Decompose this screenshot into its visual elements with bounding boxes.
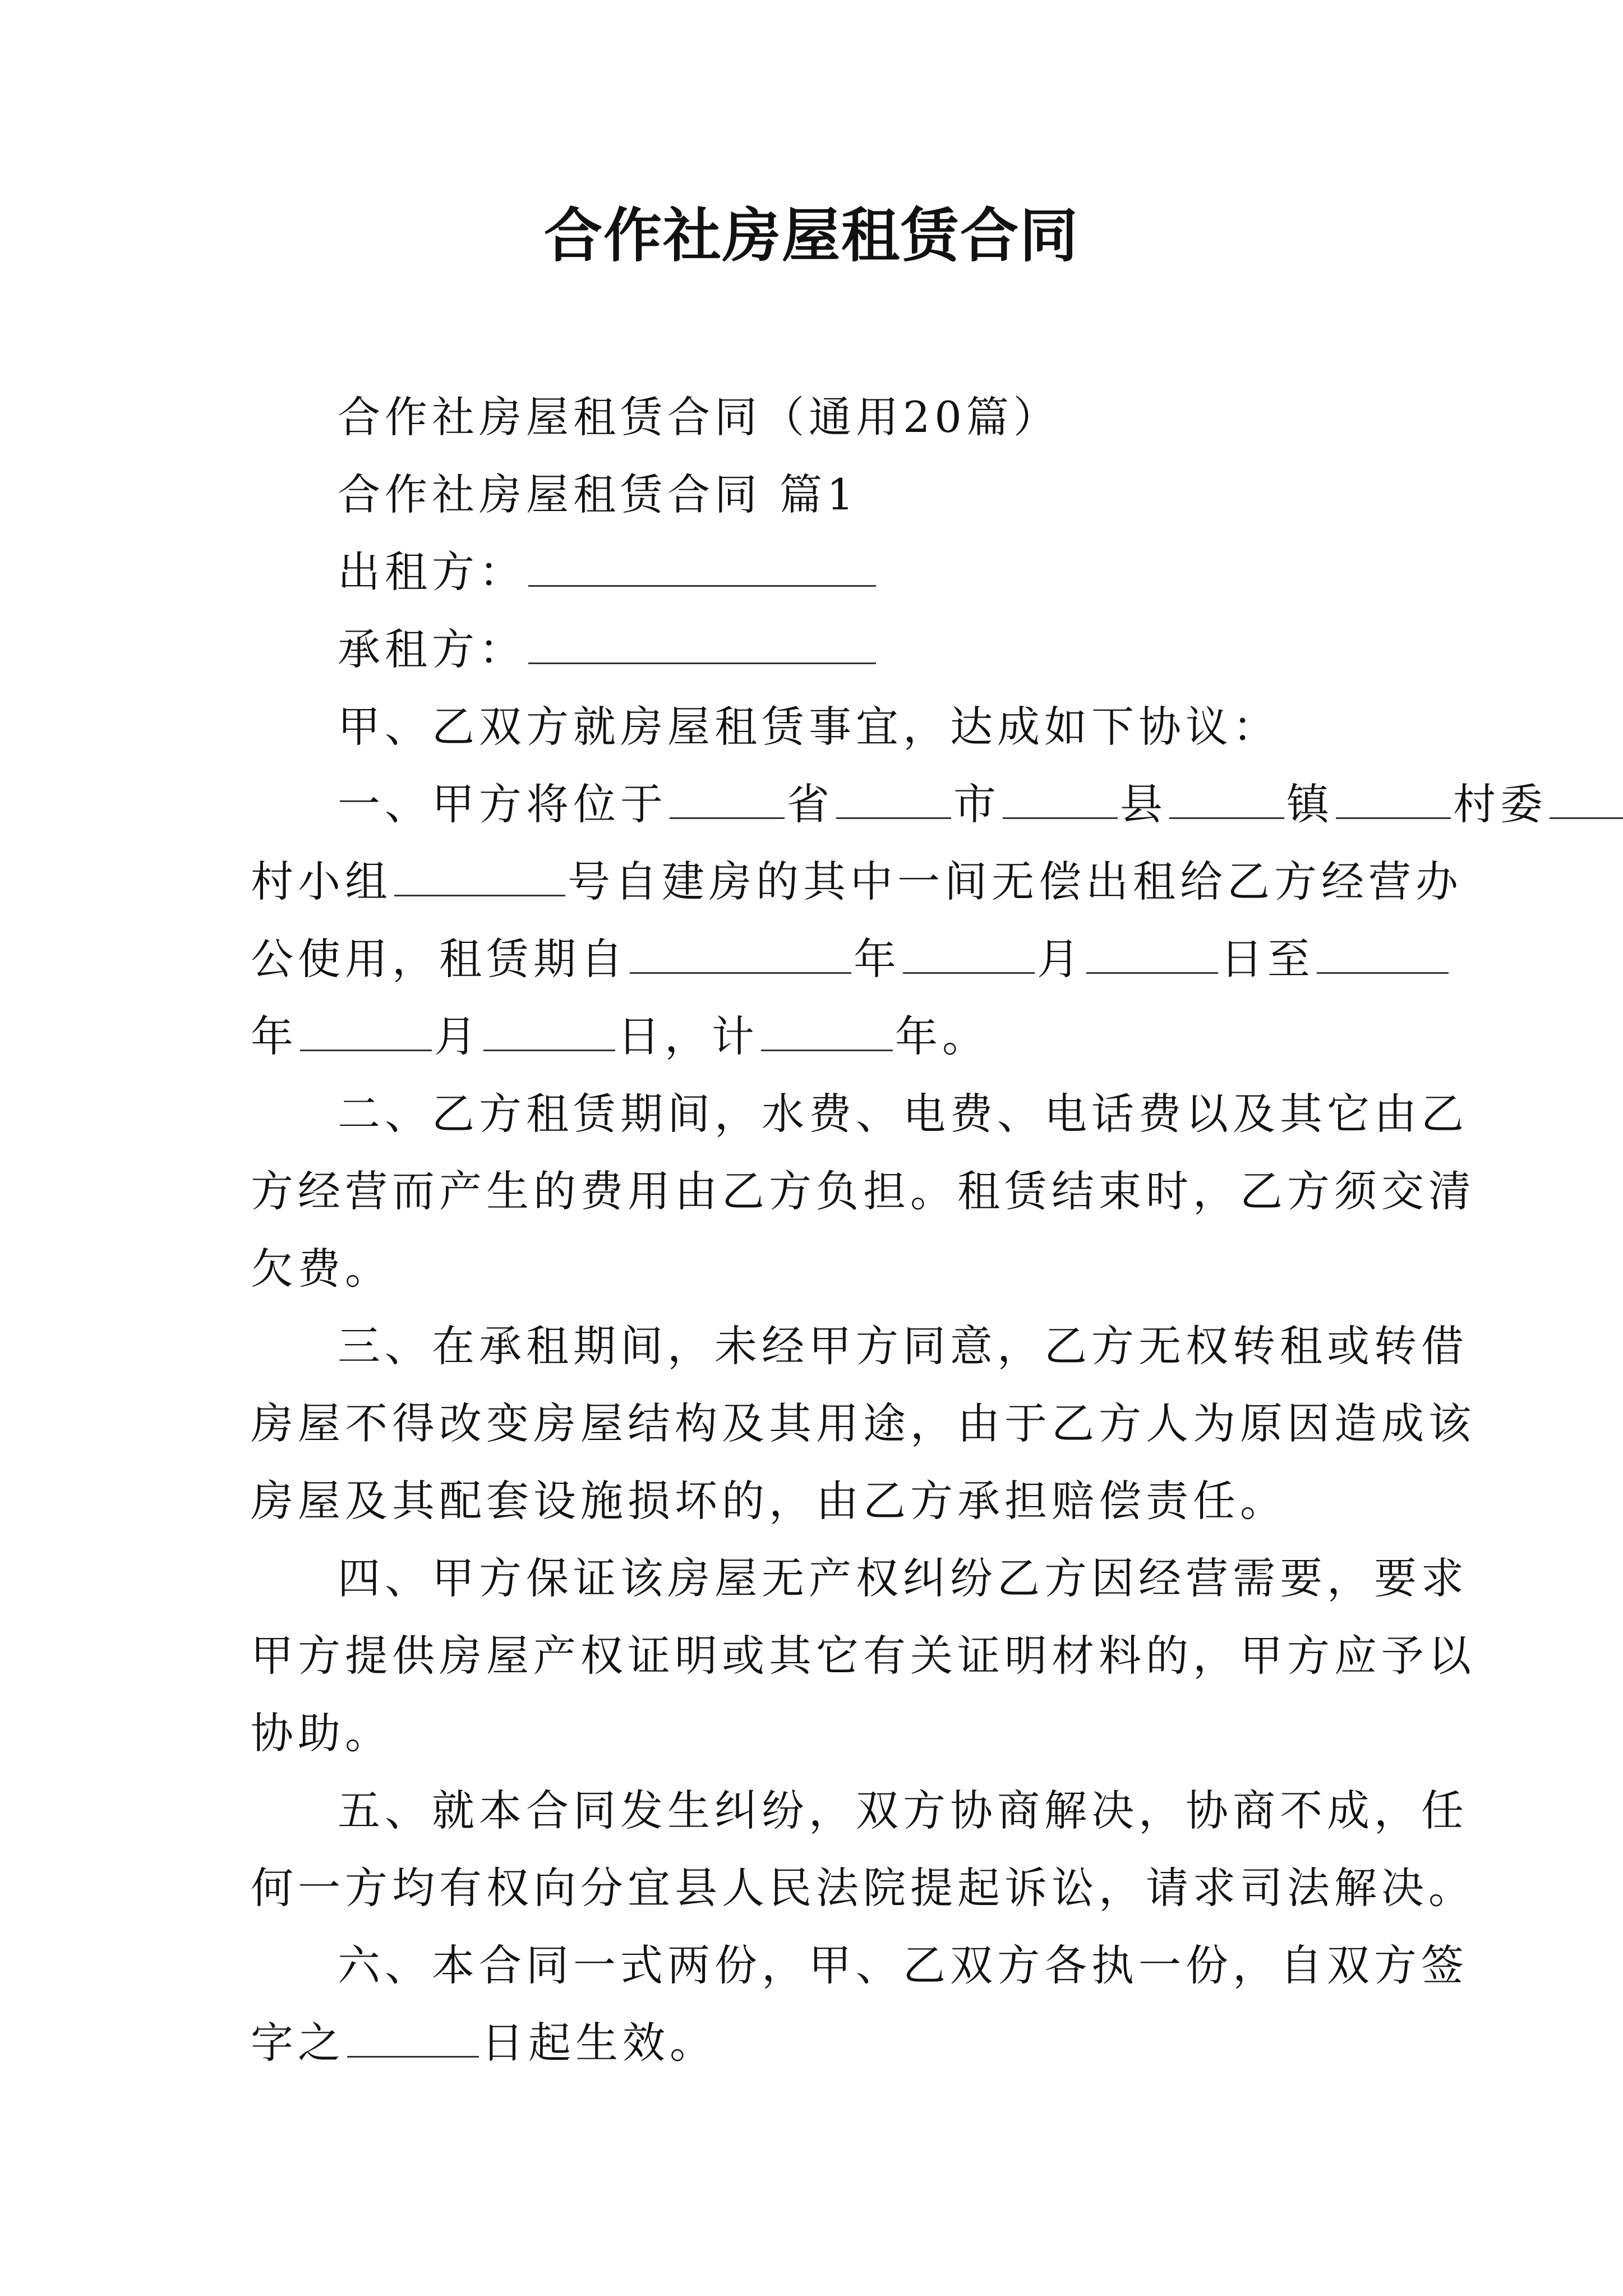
end-day-label: 日，计 [617, 1011, 759, 1061]
section-title: 合作社房屋租赁合同 篇1 [338, 470, 859, 519]
clause-2-line-1: 二、乙方租赁期间，水费、电费、电话费以及其它由乙 [338, 1089, 1468, 1139]
end-day-blank [483, 1015, 615, 1051]
start-year-label: 年 [854, 934, 901, 984]
lessee-blank [528, 628, 876, 664]
subtitle: 合作社房屋租赁合同（通用20篇） [338, 392, 1061, 442]
clause-5-line-1: 五、就本合同发生纠纷，双方协商解决，协商不成，任 [338, 1786, 1468, 1835]
village-committee-label: 村委 [1453, 779, 1547, 829]
county-label: 县 [1120, 779, 1167, 829]
clause-2-line-3: 欠费。 [251, 1244, 392, 1294]
start-month-blank [903, 937, 1035, 974]
start-year-blank [630, 937, 851, 974]
clause-5-line-2: 何一方均有权向分宜县人民法院提起诉讼，请求司法解决。 [251, 1863, 1476, 1913]
end-month-label: 月 [434, 1011, 481, 1061]
clause-4-line-2: 甲方提供房屋产权证明或其它有关证明材料的，甲方应予以 [251, 1631, 1476, 1681]
village-group-blank [1550, 783, 1623, 819]
start-month-label: 月 [1037, 934, 1084, 984]
start-day-label: 日至 [1220, 934, 1315, 984]
effective-text: 日起生效。 [481, 2018, 717, 2068]
village-committee-blank [1336, 783, 1451, 819]
end-year-label: 年 [251, 1011, 298, 1061]
effective-date-blank [347, 2021, 479, 2058]
clause-6-line-1: 六、本合同一式两份，甲、乙双方各执一份，自双方签 [338, 1940, 1468, 1990]
clause-1-line-1 [251, 766, 1547, 843]
lessee-line [251, 611, 1389, 688]
clause-6-line-2 [251, 2004, 1389, 2082]
province-blank [670, 783, 785, 819]
signature-text: 字之 [251, 2018, 345, 2068]
clause-2-line-2: 方经营而产生的费用由乙方负担。租赁结束时，乙方须交清 [251, 1166, 1476, 1216]
clause-4-line-3: 协助。 [251, 1708, 392, 1758]
clause-4-line-1: 四、甲方保证该房屋无产权纠纷乙方因经营需要，要求 [338, 1553, 1468, 1603]
clause-1-line-3 [251, 921, 1389, 998]
clause-1-text-2: 号自建房的其中一间无偿出租给乙方经营办 [568, 857, 1463, 907]
lessor-blank [528, 550, 876, 587]
duration-blank [761, 1015, 893, 1051]
document-title: 合作社房屋租赁合同 [543, 201, 1079, 270]
document-body [251, 379, 1547, 2082]
lessee-label: 承租方： [338, 624, 526, 674]
clause-3-line-2: 房屋不得改变房屋结构及其用途，由于乙方人为原因造成该 [251, 1398, 1476, 1448]
city-blank [836, 783, 951, 819]
clause-3-line-1: 三、在承租期间，未经甲方同意，乙方无权转租或转借 [338, 1321, 1468, 1371]
clause-1-line-4 [251, 998, 1389, 1075]
end-year-blank [1317, 937, 1449, 974]
start-day-blank [1086, 937, 1218, 974]
lessor-line [251, 533, 1389, 611]
clause-1-text: 一、甲方将位于 [338, 779, 667, 829]
lessor-label: 出租方： [338, 547, 526, 597]
intro-line: 甲、乙双方就房屋租赁事宜，达成如下协议： [338, 702, 1280, 752]
town-label: 镇 [1287, 779, 1334, 829]
end-month-blank [300, 1015, 432, 1051]
city-label: 市 [953, 779, 1000, 829]
town-blank [1169, 783, 1284, 819]
clause-1-text-3: 公使用，租赁期自 [251, 934, 628, 984]
province-label: 省 [787, 779, 834, 829]
village-group-label: 村小组 [251, 857, 392, 907]
clause-3-line-3: 房屋及其配套设施损坏的，由乙方承担赔偿责任。 [251, 1476, 1287, 1526]
house-number-blank [394, 860, 565, 896]
duration-label: 年。 [895, 1011, 989, 1061]
clause-1-line-2 [251, 843, 1463, 921]
county-blank [1003, 783, 1118, 819]
